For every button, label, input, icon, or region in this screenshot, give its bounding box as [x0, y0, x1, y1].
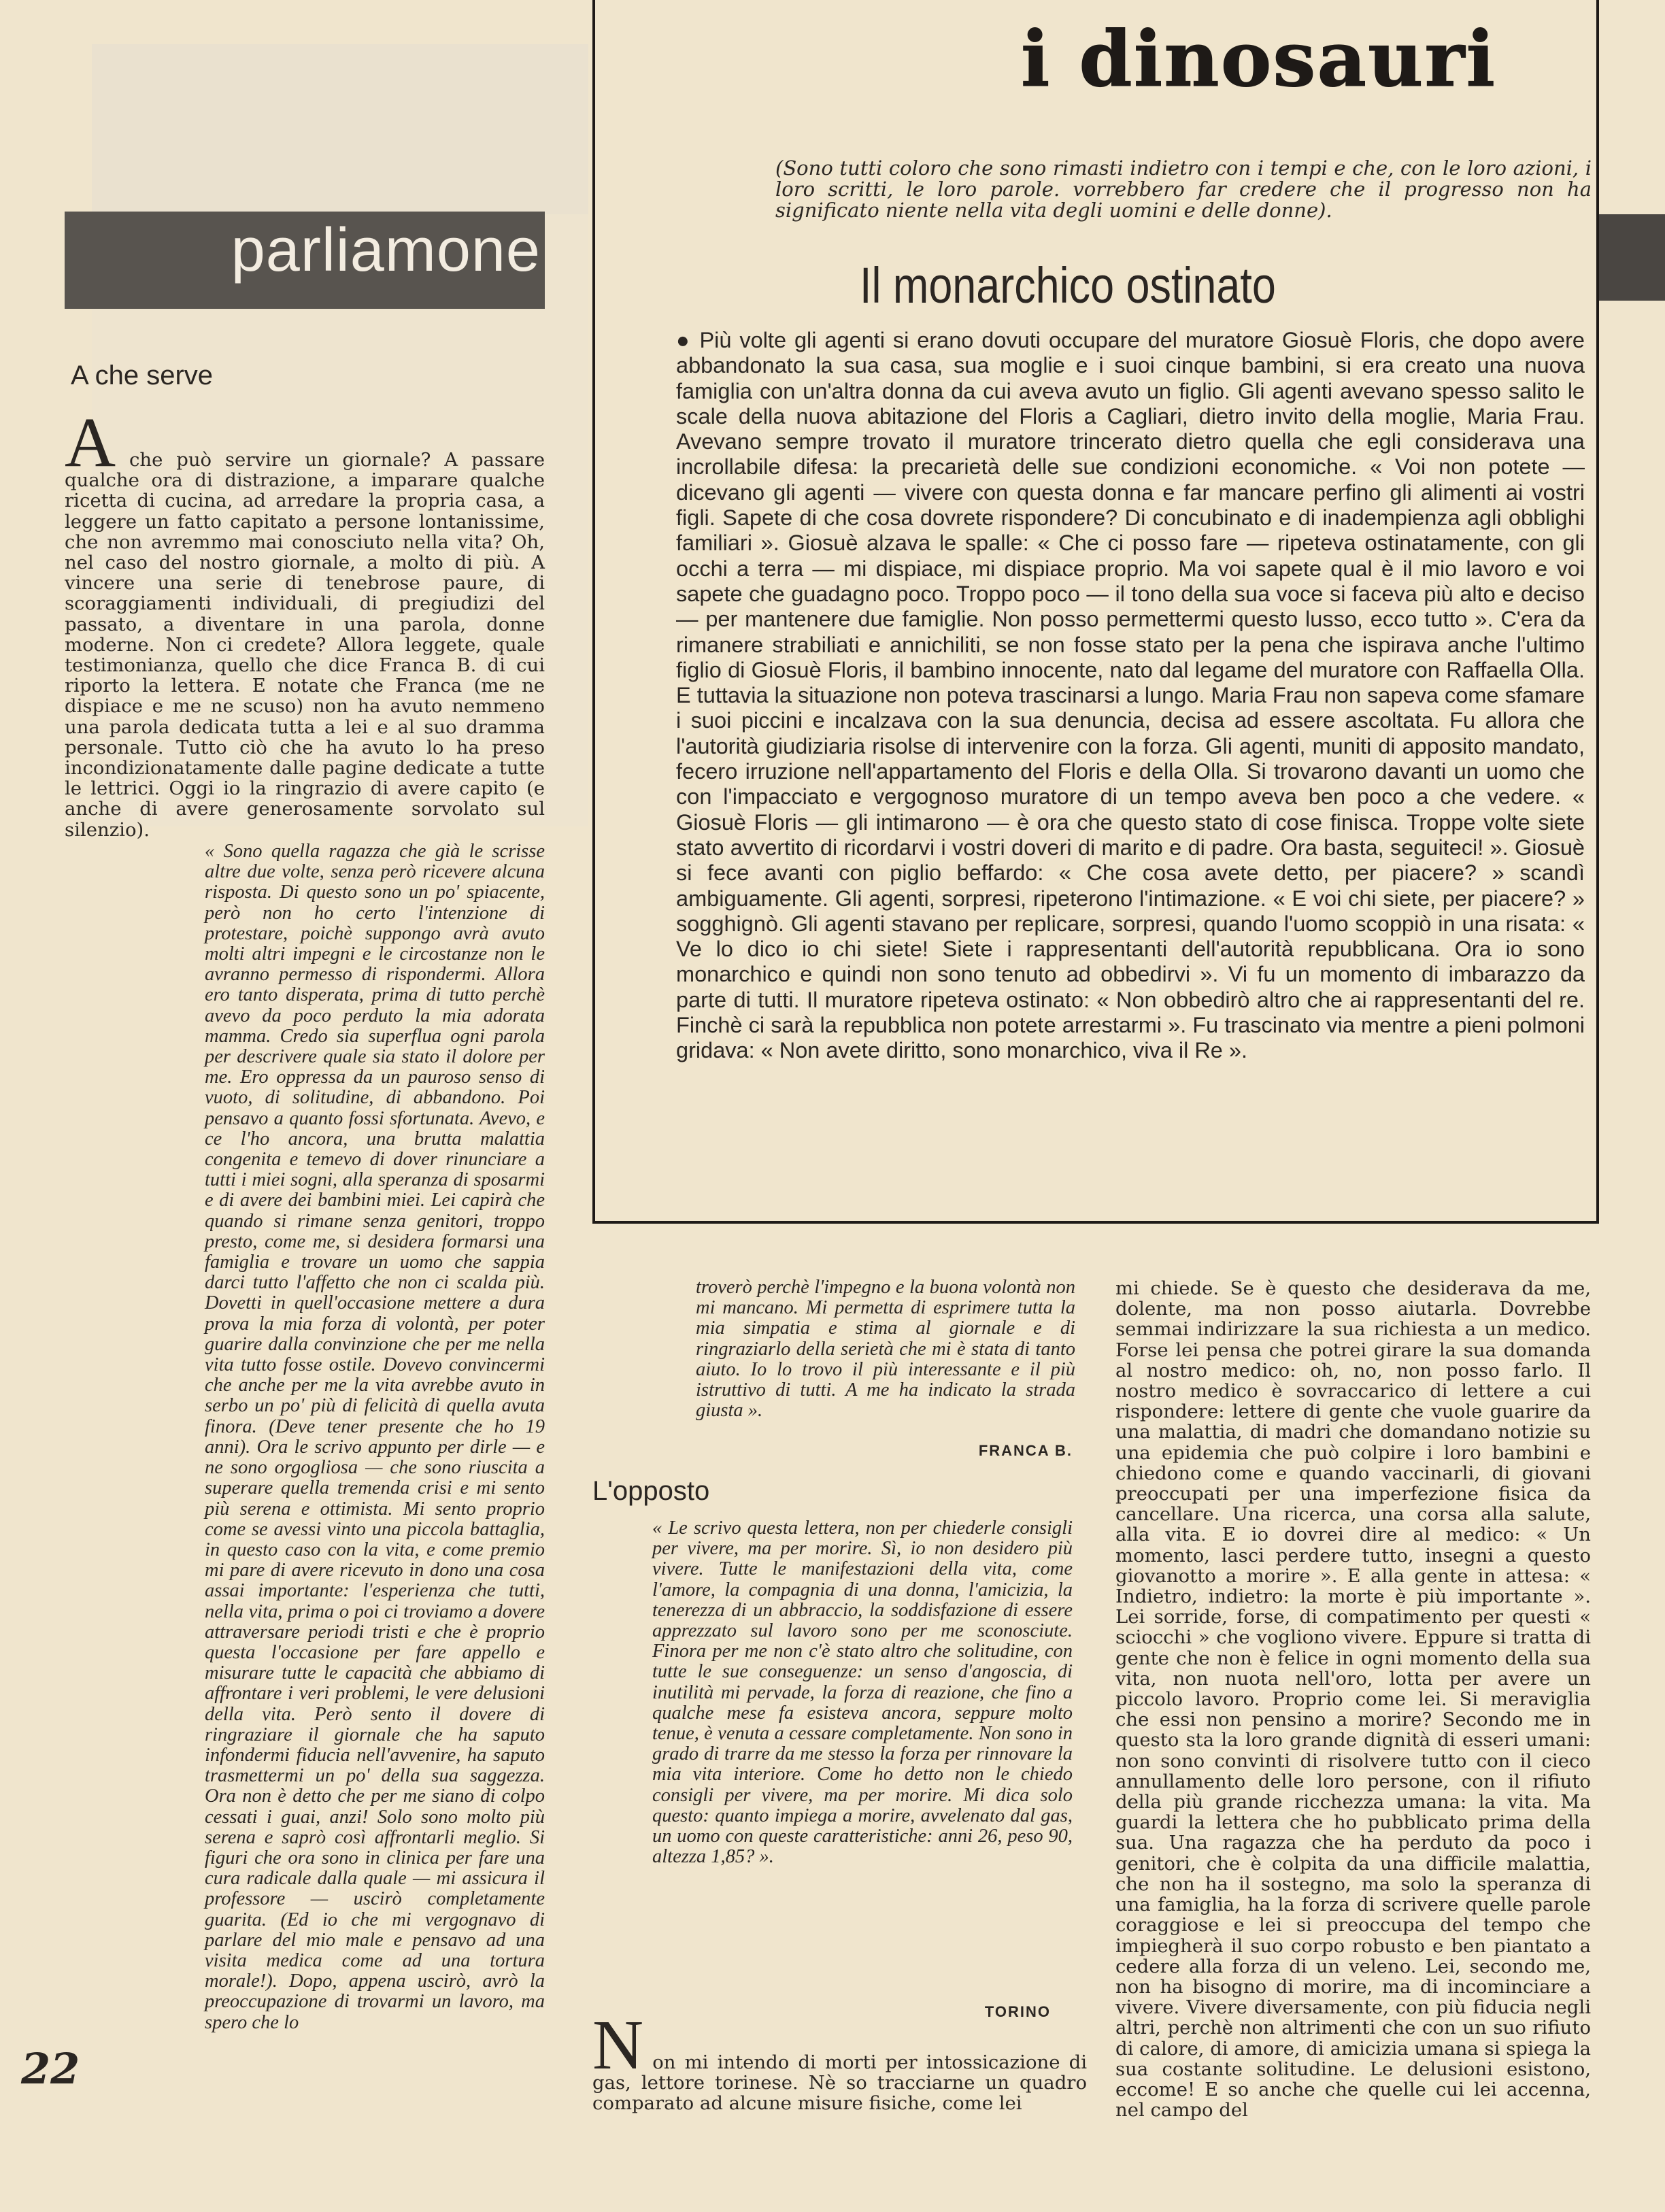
box-article-text: Più volte gli agenti si erano dovuti occupare del muratore Giosuè Floris, che dopo avere abbandonato la sua casa, sua moglie e i suoi cinque bambini, si era creato una nuova famiglia con un'altra donna da cui aveva avuto un figlio. Gli agenti avevano spesso salito le scale della nuova abitazione del Floris a Cagliari, dietro invito della moglie, Maria Frau. Avevano sempre trovato il muratore trincerato dietro quella che egli considerava una incrollabile difesa: la precarietà delle sue condizioni economiche. « Voi non potete — dicevano gli agenti — vivere con questa donna e far mancare perfino gli alimenti ai vostri figli. Sapete di che cosa dovrete rispondere? Di concubinato e di inadempienza agli obblighi familiari ». Giosuè alzava le spalle: « Che ci posso fare — ripeteva ostinatamente, con gli occhi a terra — mi dispiace, mi dispiace proprio. Ma voi sapete qual è il mio lavoro e voi sapete che guadagno poco. Troppo poco — il tono della sua voce si faceva più alto e deciso — per mantenere due famiglie. Non posso permettermi questo lusso, ecco tutto ». C'era da rimanere strabiliati e annichiliti, se non fosse stato per la pena che ispirava anche l'ultimo figlio di Giosuè Floris, il bambino innocente, nato dal legame del muratore con Raffaella Olla. E tuttavia la situazione non poteva trascinarsi a lungo. Maria Frau non sapeva come sfamare i suoi piccini e incalzava con la sua denuncia, decisa ad essere ascoltata. Fu allora che l'autorità giudiziaria risolse di intervenire con la forza. Gli agenti, muniti di apposito mandato, fecero irruzione nell'appartamento del Floris e della Olla. Si trovarono davanti un uomo che con l'impacciato e vergognoso muratore di un tempo aveva ben poco a che vedere. « Giosuè Floris — gli intimarono — è ora che questo stato di cose finisca. Troppe volte siete stato avvertito di ricordarvi i vostri doveri di marito e di padre. Ora basta, seguiteci! ». Giosuè si fece avanti con piglio beffardo: « Che cosa avete detto, per piacere? » scandì ambiguamente. Gli agenti, sorpresi, ripeterono l'intimazione. « E voi chi siete, per piacere? » sogghignò. Gli agenti stavano per replicare, sorpresi, quando l'uomo scoppiò in una risata: « Ve lo dico io chi siete! Siete i rappresentanti dell'autorità repubblicana. Ora io sono monarchico e quindi non sono tenuto ad obbedirvi ». Vi fu un momento di imbarazzo da parte di tutti. Il muratore ripeteva ostinato: « Non obbedirò altro che ai rappresentanti del re. Finchè ci sarà la repubblica non potete arrestarmi ». Fu trascinato via mentre a pieni polmoni gridava: « Non avete diritto, sono monarchico, viva il Re ».	[676, 328, 1585, 1063]
article1-letter: « Sono quella ragazza che già le scrisse altre due volte, senza però ricevere alcuna risposta. Di questo sono un po' spiacente, però non ho certo l'intenzione di protestare, poichè suppongo avrà avuto molti altri impegni e le circostanze non le avranno permesso di rispondermi. Allora ero tanto disperata, prima di tutto perchè avevo da poco perduto la mia adorata mamma. Credo sia superflua ogni parola per descrivere quale sia stato il dolore per me. Ero oppressa da un pauroso senso di vuoto, di solitudine, di abbandono. Poi pensavo a quanto fossi sfortunata. Avevo, e ce l'ho ancora, una brutta malattia congenita e temevo di dover rinunciare a tutti i miei sogni, alla speranza di sposarmi e di avere dei bambini miei. Lei capirà che quando si rimane senza genitori, troppo presto, come me, si desidera formarsi una famiglia e trovare un uomo che sappia darci tutto l'affetto che non ci scalda più. Dovetti in quell'occasione mettere a dura prova la mia forza di volontà, per poter guarire dalla convinzione che per me nella vita tutto fosse ostile. Dovevo convincermi che anche per me la vita avrebbe avuto in serbo un po' più di felicità di quella avuta finora. (Deve tener presente che ho 19 anni). Ora le scrivo appunto per dirle — e ne sono orgogliosa — che sono riuscita a superare quella tremenda crisi e mi sento più serena e ottimista. Mi sento proprio come se avessi vinto una piccola battaglia, in questo caso con la vita, e come premio mi pare di avere ricevuto in dono una cosa assai importante: l'esperienza che tutti, nella vita, prima o poi ci troviamo a dovere attraversare periodi tristi e che è proprio questa l'occasione per fare appello e misurare tutte le capacità che abbiamo di affrontare i veri problemi, le vere delusioni della vita. Però sento il dovere di ringraziare il giornale che ha saputo infondermi fiducia nell'avvenire, ha saputo trasmettermi un po' della sua saggezza. Ora non è detto che per me siano di colpo cessati i guai, anzi! Solo sono molto più serena e saprò così affrontarli meglio. Si figuri che ora sono in clinica per fare una cura radicale dalla quale — mi assicura il professore — uscirò completamente guarita. (Ed io che mi vergognavo di parlare del mio male e pensavo ad una visita medica come ad una tortura morale!). Dopo, appena uscirò, avrò la preoccupazione di trovarmi un lavoro, ma spero che lo	[205, 841, 545, 2033]
box-heading: i dinosauri	[1020, 15, 1496, 104]
edge-tab-marker	[1599, 214, 1665, 301]
article2-reply-continued: mi chiede. Se è questo che desiderava da me, dolente, ma non posso aiutarla. Dovrebbe semmai indirizzare la sua richiesta a un medico. Forse lei pensa che potrei girare la sua domanda al nostro medico: oh, no, non posso farlo. Il nostro medico è sovraccarico di lettere a cui rispondere: lettere di gente che vuole guarire da una malattia, di madri che domandano notizie su una epidemia che può colpire i loro bambini e chiedono come e quando vaccinarli, di giovani preoccupati per una imperfezione fisica da cancellare. Una ricerca, una corsa alla salute, alla vita. E io dovrei dire al medico: « Un momento, lasci perdere tutto, insegni a questo giovanotto a morire ». E alla gente in attesa: « Indietro, indietro: la morte è più importante ». Lei sorride, forse, di compatimento per questi « sciocchi » che vogliono vivere. Eppure si tratta di gente che non è felice in ogni momento della sua vita, non nuota nell'oro, lotta per avere un piccolo lavoro. Proprio come lei. Si meraviglia che essi non pensino a morire? Secondo me in questo sta la loro grande dignità di esseri umani: non sono convinti di risolvere tutto con il cieco annullamento delle loro persone, con il rifiuto della più grande ricchezza umana: la vita. Ma guardi la lettera che ho pubblicato prima della sua. Una ragazza che ha perduto da poco i genitori, che è colpita da una difficile malattia, che non ha il sostegno, ma solo la speranza di una famiglia, ha la forza di scrivere quelle parole coraggiose e lei si preoccupa del tempo che impiegherà il suo corpo robusto e ben piantato a cedere alla forza di un veleno. Lei, secondo me, non ha bisogno di morire, ma di incominciare a vivere. Vivere diversamente, con più fiducia negli altri, perchè non altrimenti che con un suo rifiuto di calore, di amore, di amicizia umana si spiega la sua costante solitudine. Le delusioni esistono, eccome! E so anche che quelle cui lei accenna, nel campo del	[1115, 1277, 1591, 2122]
page-number: 22	[21, 2044, 80, 2094]
bullet-icon: ●	[676, 328, 692, 352]
article2-reply-text: on mi intendo di morti per intossicazione di gas, lettore torinese. Nè so tracciarne un quadro comparato ad alcune misure fisiche, come lei	[592, 2051, 1087, 2115]
article1-intro	[65, 403, 545, 841]
section-banner	[65, 212, 545, 309]
box-intro: (Sono tutti coloro che sono rimasti indietro con i tempi e che, con le loro azioni, i loro scritti, le loro parole. vorrebbero far credere che il progresso non ha significato niente nella vita degli uomini e delle donne).	[775, 156, 1592, 222]
drop-cap: A	[65, 403, 116, 482]
box-article-body	[676, 328, 1585, 1064]
drop-cap: N	[592, 2006, 644, 2084]
article2-signature: TORINO	[984, 2003, 1051, 2020]
section-banner-title: parliamone	[231, 216, 541, 284]
box-article-title: Il monarchico ostinato	[860, 257, 1276, 314]
article1-heading: A che serve	[71, 361, 214, 390]
article2-heading: L'opposto	[592, 1476, 710, 1506]
faded-background-photo	[92, 44, 588, 214]
article1-signature: FRANCA B.	[978, 1442, 1073, 1459]
article1-letter-continued: troverò perchè l'impegno e la buona volontà non mi mancano. Mi permetta di esprimere tutta la mia simpatia e stima al giornale e di ringraziarlo della serietà che mi è stata di tanto aiuto. Io lo trovo il più interessante e il più istruttivo di tutti. A me ha indicato la strada giusta ».	[696, 1277, 1075, 1422]
article1-intro-text: che può servire un giornale? A passare qualche ora di distrazione, a imparare qualche ricetta di cucina, ad arredare la propria casa, a leggere un fatto capitato a persone lontanissime, che non avremmo mai conosciuto nella vita? Oh, nel caso del nostro giornale, a molto di più. A vincere una serie di tenebrose paure, di scoraggiamenti individuali, di pregiudizi del passato, a diventare in una parola, donne moderne. Non ci credete? Allora leggete, quale testimonianza, quello che dice Franca B. di cui riporto la lettera. E notate che Franca (me ne dispiace e me ne scuso) non ha avuto nemmeno una parola dedicata tutta a lei e al suo dramma personale. Tutto ciò che ha avuto lo ha preso incondizionatamente dalle pagine dedicate a tutte le lettrici. Oggi io la ringrazio di avere capito (e anche di avere generosamente sorvolato sul silenzio).	[65, 449, 545, 841]
article2-letter: « Le scrivo questa lettera, non per chiederle consigli per vivere, ma per morire. Sì, io non desidero più vivere. Tutte le manifestazioni della vita, come l'amore, la compagnia di una donna, l'amicizia, la tenerezza di un abbraccio, la soddisfazione di essere apprezzato sul lavoro sono per me sconosciute. Finora per me non c'è stato altro che solitudine, con tutte le sue conseguenze: un senso d'angoscia, di inutilità mi pervade, la forza di reazione, che fino a qualche mese fa esisteva ancora, seppure molto tenue, è venuta a cessare completamente. Non sono in grado di trarre da me stesso la forza per rinnovare la mia vita interiore. Come ho detto non le chiedo consigli per vivere, ma per morire. Mi dica solo questo: quanto impiega a morire, avvelenato dal gas, un uomo con queste caratteristiche: anni 26, peso 90, altezza 1,85? ».	[652, 1518, 1073, 1868]
